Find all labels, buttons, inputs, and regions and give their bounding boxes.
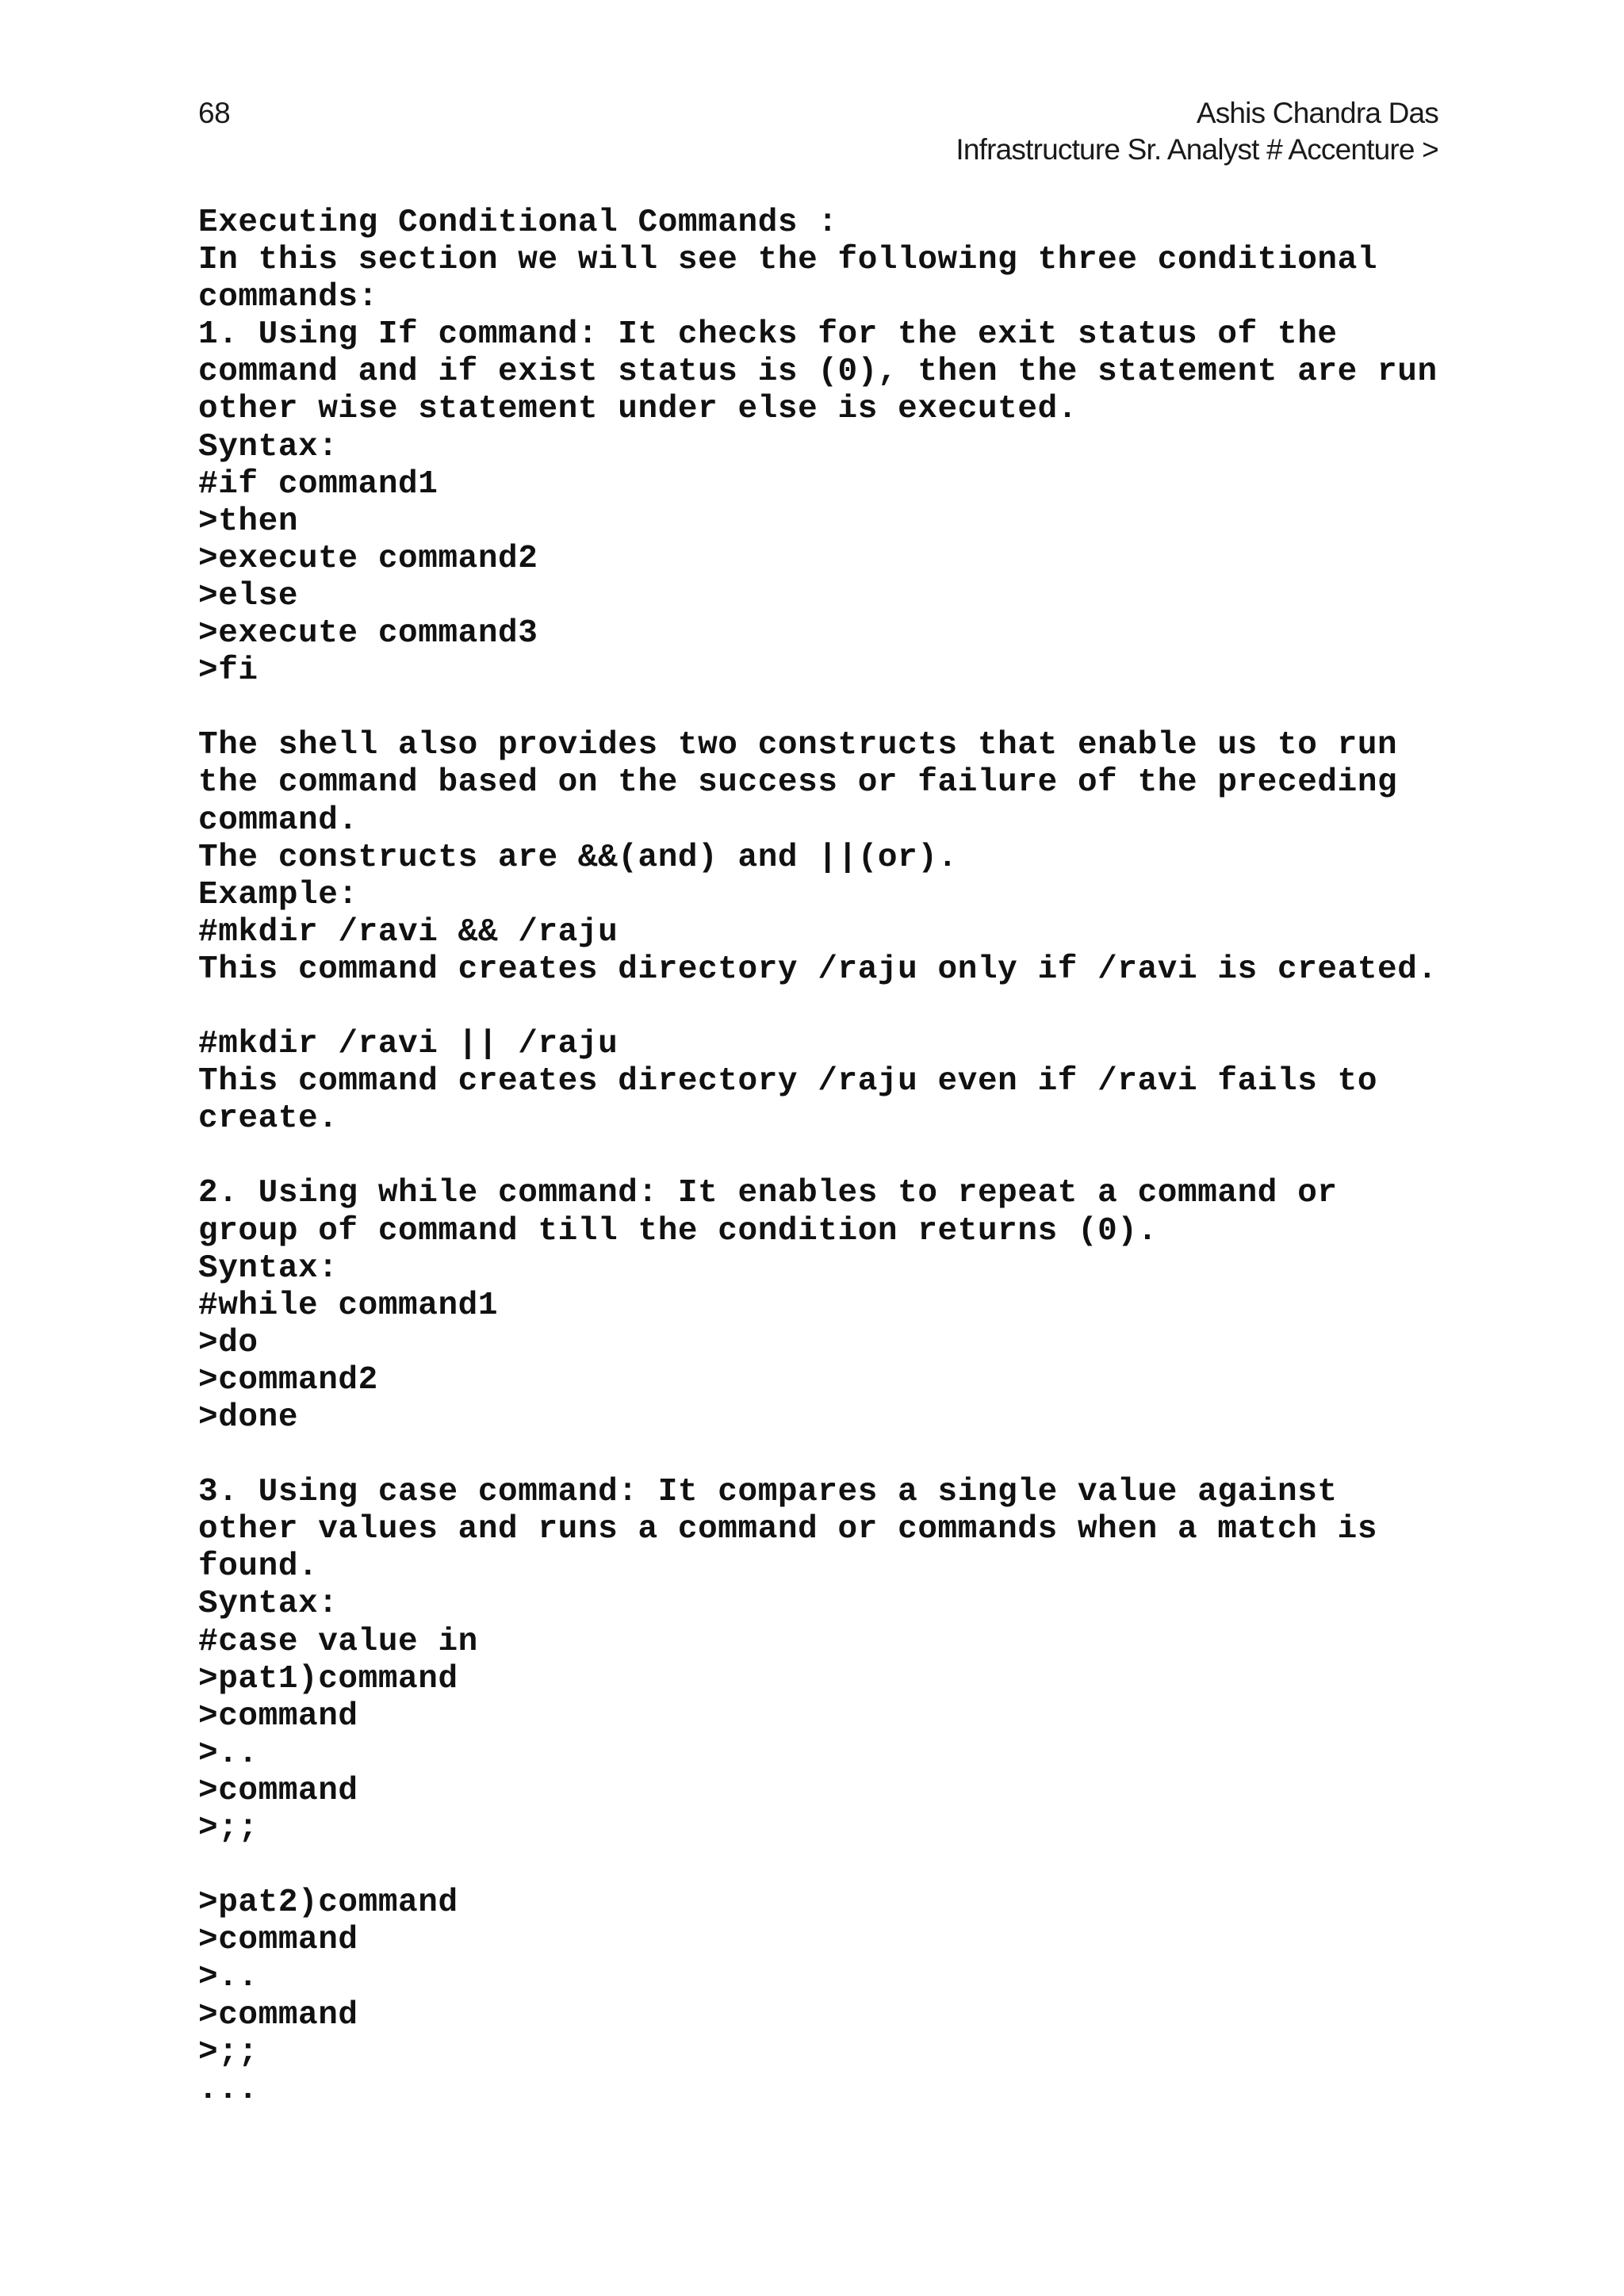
text-line: >command (198, 1996, 358, 2034)
blank-line (198, 1138, 1451, 1175)
text-line: This command creates directory /raju only if /ravi is created. (198, 951, 1438, 988)
body-text (198, 205, 1451, 2109)
text-line: Example: (198, 876, 358, 913)
text-line: #mkdir /ravi && /raju (198, 913, 619, 951)
blank-line (198, 1847, 1451, 1885)
text-line: #mkdir /ravi || /raju (198, 1026, 619, 1063)
text-line: 3. Using case command: It compares a single value against (198, 1474, 1338, 1511)
text-line: >;; (198, 2034, 259, 2071)
text-line: the command based on the success or failure of the preceding (198, 764, 1398, 802)
text-line: >;; (198, 1810, 259, 1847)
text-line: Syntax: (198, 1586, 339, 1623)
blank-line (198, 1437, 1451, 1474)
text-line: command. (198, 802, 358, 839)
text-line: >command (198, 1697, 358, 1735)
text-line: >execute command2 (198, 540, 538, 577)
header-role: Infrastructure Sr. Analyst # Accenture > (956, 133, 1438, 166)
text-line: >command (198, 1772, 358, 1809)
text-line: In this section we will see the following three conditional (198, 242, 1378, 279)
text-line: 1. Using If command: It checks for the exit status of the (198, 316, 1338, 354)
text-line: found. (198, 1548, 319, 1586)
text-line: #case value in (198, 1623, 478, 1660)
text-line: The shell also provides two constructs that enable us to run (198, 727, 1398, 764)
text-line: The constructs are &&(and) and ||(or). (198, 839, 958, 876)
text-line: #if command1 (198, 465, 439, 503)
text-line: Executing Conditional Commands : (198, 205, 838, 241)
text-line: >do (198, 1324, 259, 1361)
text-line: >else (198, 577, 299, 614)
text-line: other wise statement under else is executed. (198, 391, 1078, 428)
text-line: >fi (198, 652, 259, 690)
running-header (956, 95, 1438, 168)
blank-line (198, 989, 1451, 1026)
text-line: create. (198, 1100, 339, 1138)
blank-line (198, 690, 1451, 727)
text-line: >pat2)command (198, 1885, 458, 1922)
text-line: Syntax: (198, 1249, 339, 1287)
text-line: #while command1 (198, 1287, 499, 1324)
text-line: >done (198, 1399, 299, 1436)
text-line: other values and runs a command or commands when a match is (198, 1511, 1378, 1548)
text-line: commands: (198, 279, 378, 316)
text-line: ... (198, 2071, 259, 2108)
header-author: Ashis Chandra Das (1196, 97, 1438, 129)
text-line: command and if exist status is (0), then the statement are run (198, 354, 1438, 391)
text-line: >then (198, 503, 299, 540)
text-line: >.. (198, 1735, 259, 1772)
text-line: >command (198, 1922, 358, 1959)
text-line: group of command till the condition returns (0). (198, 1212, 1158, 1249)
text-line: 2. Using while command: It enables to repeat a command or (198, 1175, 1338, 1212)
page-number: 68 (198, 97, 231, 129)
text-line: This command creates directory /raju even if /ravi fails to (198, 1063, 1378, 1100)
text-line: Syntax: (198, 428, 339, 465)
text-line: >command2 (198, 1361, 378, 1399)
text-line: >pat1)command (198, 1660, 458, 1697)
text-line: >.. (198, 1959, 259, 1996)
text-line: >execute command3 (198, 615, 538, 652)
